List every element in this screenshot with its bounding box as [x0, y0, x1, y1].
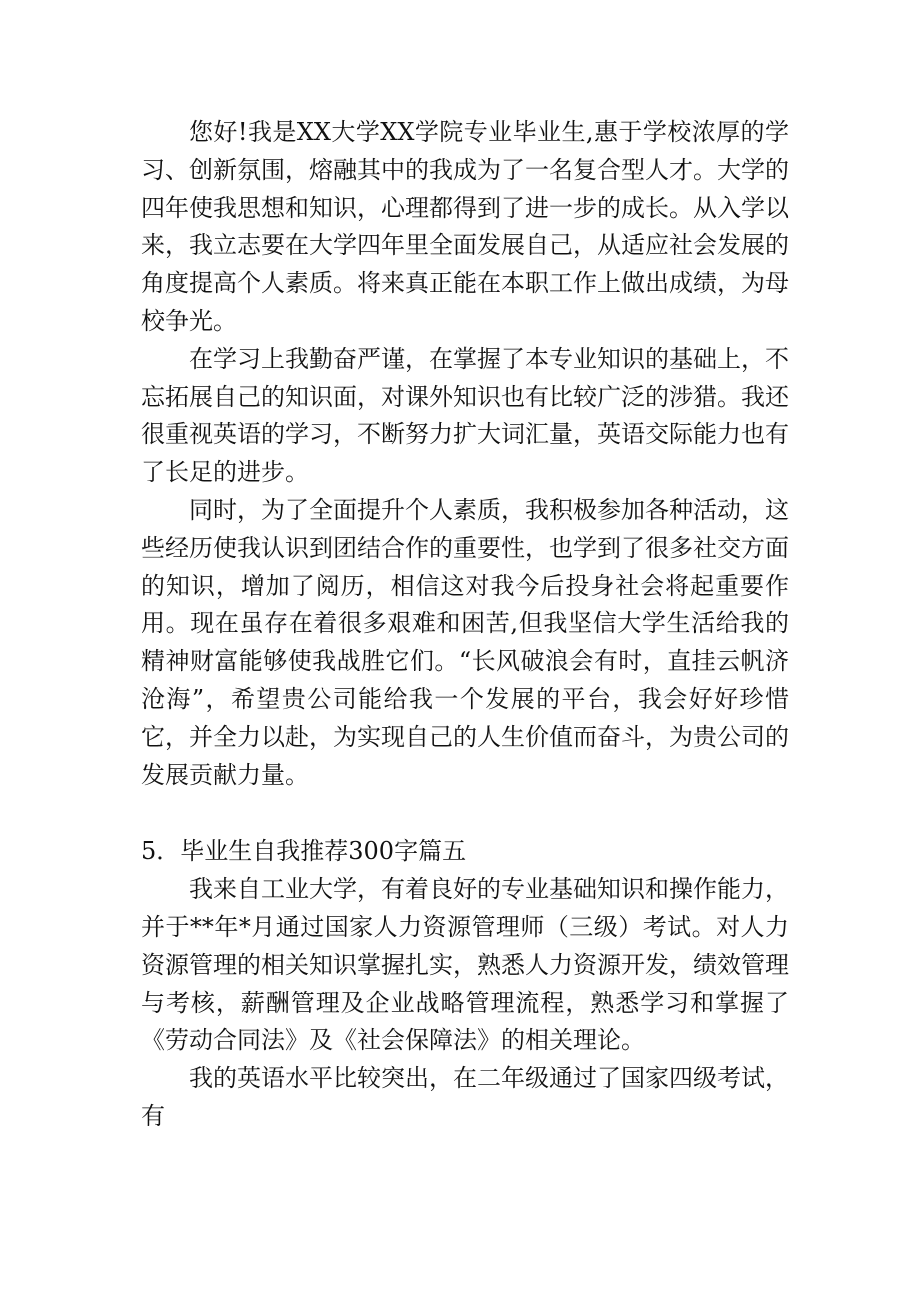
paragraph-activities: 同时，为了全面提升个人素质，我积极参加各种活动，这些经历使我认识到团结合作的重要性，也学到了很多社交方面的知识，增加了阅历，相信这对我今后投身社会将起重要作用。现在虽存在着很多艰难和困苦,但我坚信大学生活给我的精神财富能够使我战胜它们。“长风破浪会有时，直挂云帆济沧海”，希望贵公司能给我一个发展的平台，我会好好珍惜它，并全力以赴，为实现自己的人生价值而奋斗，为贵公司的发展贡献力量。 — [141, 495, 789, 789]
section-spacer — [141, 794, 789, 833]
section-heading: 5．毕业生自我推荐300字篇五 — [141, 837, 467, 866]
document-body — [141, 114, 789, 1136]
paragraph-background: 我来自工业大学，有着良好的专业基础知识和操作能力，并于**年*月通过国家人力资源管理师（三级）考试。对人力资源管理的相关知识掌握扎实，熟悉人力资源开发，绩效管理与考核，薪酬管理及企业战略管理流程，熟悉学习和掌握了《劳动合同法》及《社会保障法》的相关理论。 — [141, 875, 789, 1055]
paragraph-self-introduction: 您好!我是XX大学XX学院专业毕业生,惠于学校浓厚的学习、创新氛围，熔融其中的我成为了一名复合型人才。大学的四年使我思想和知识，心理都得到了进一步的成长。从入学以来，我立志要在大学四年里全面发展自己，从适应社会发展的角度提高个人素质。将来真正能在本职工作上做出成绩，为母校争光。 — [141, 118, 789, 335]
paragraph-english: 我的英语水平比较突出，在二年级通过了国家四级考试，有 — [141, 1064, 789, 1130]
paragraph-study: 在学习上我勤奋严谨，在掌握了本专业知识的基础上，不忘拓展自己的知识面，对课外知识也有比较广泛的涉猎。我还很重视英语的学习，不断努力扩大词汇量，英语交际能力也有了长足的进步。 — [141, 344, 789, 487]
